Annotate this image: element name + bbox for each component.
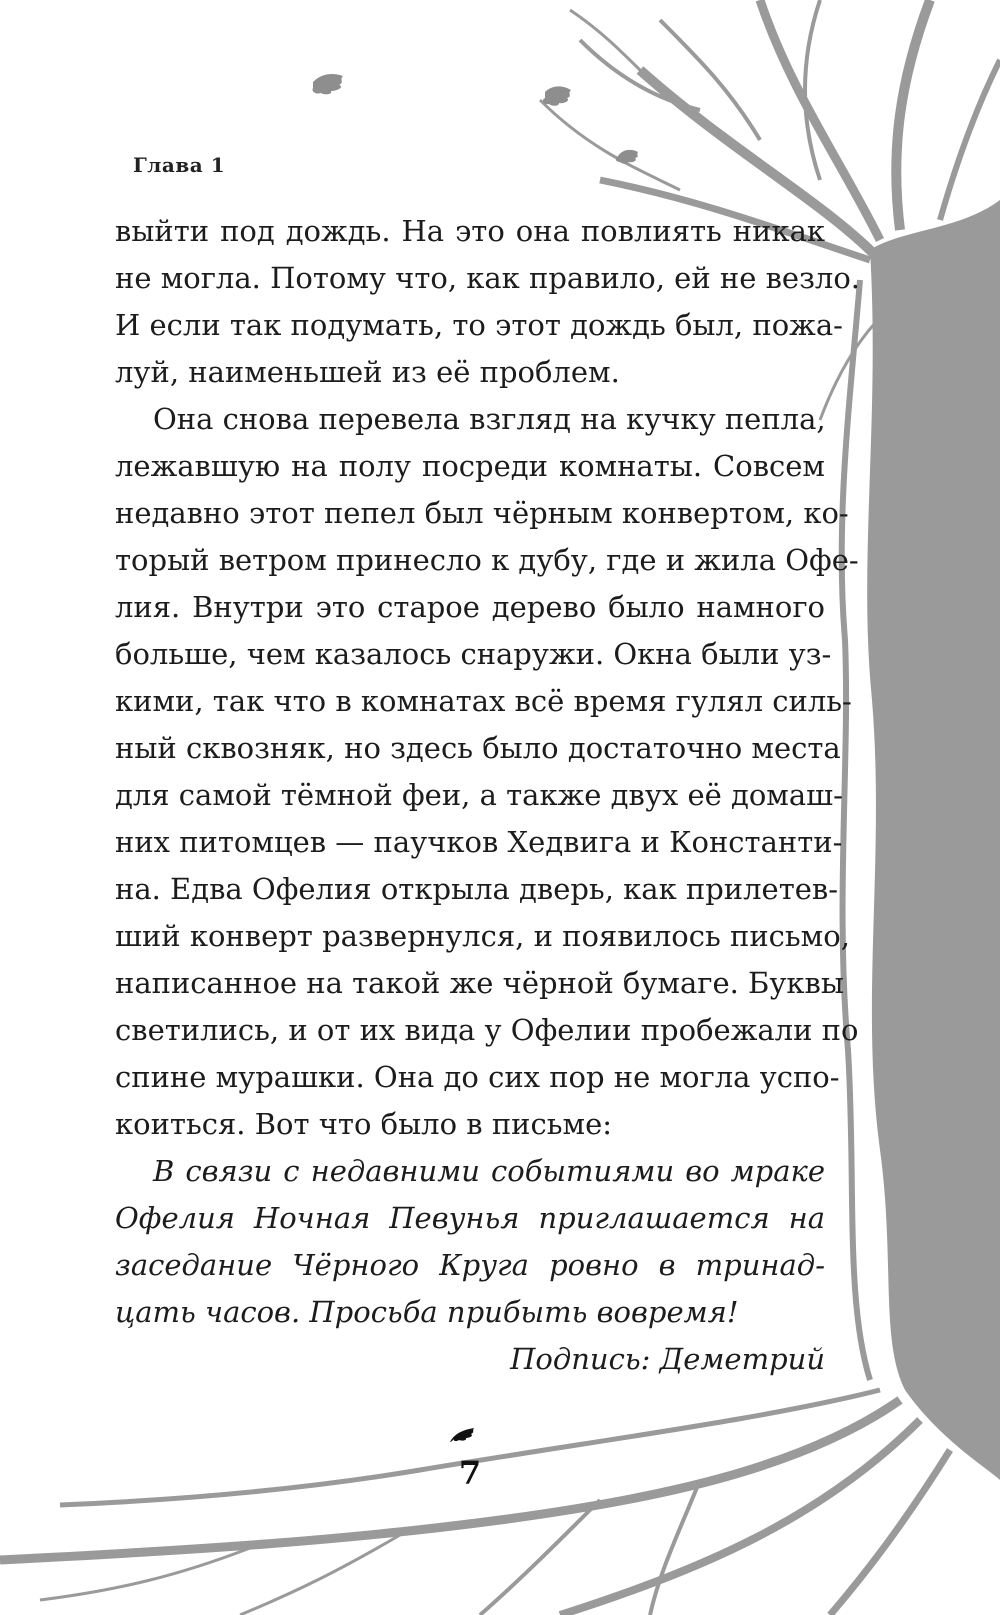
text-line: светились, и от их вида у Офелии пробежали по	[115, 1013, 859, 1047]
text-line: больше, чем казалось снаружи. Окна были уз-	[115, 637, 832, 671]
text-line: не могла. Потому что, как правило, ей не везло.	[115, 261, 861, 295]
text-line: заседание Чёрного Круга ровно в тринад-	[115, 1248, 825, 1282]
letter-signature: Подпись: Деметрий	[510, 1342, 825, 1376]
text-line: коиться. Вот что было в письме:	[115, 1107, 613, 1141]
text-line: них питомцев — паучков Хедвига и Константи-	[115, 825, 843, 859]
oak-leaf-icon	[448, 1426, 476, 1446]
text-line: ший конверт развернулся, и появилось письмо,	[115, 919, 850, 953]
text-line: ный сквозняк, но здесь было достаточно места	[115, 731, 841, 765]
text-line: для самой тёмной феи, а также двух её домаш-	[115, 778, 843, 812]
oak-leaf-icon	[312, 74, 638, 164]
text-line: кими, так что в комнатах всё время гулял силь-	[115, 684, 852, 718]
text-line: недавно этот пепел был чёрным конвертом, ко-	[115, 496, 849, 530]
text-line: Офелия Ночная Певунья приглашается на	[115, 1201, 825, 1235]
text-line: написанное на такой же чёрной бумаге. Буквы	[115, 966, 844, 1000]
text-line: лежавшую на полу посреди комнаты. Совсем	[115, 449, 825, 483]
text-line: лия. Внутри это старое дерево было намного	[115, 590, 825, 624]
text-line: выйти под дождь. На это она повлиять никак	[115, 214, 825, 248]
page-number: 7	[458, 1454, 482, 1492]
letter-quote	[115, 1148, 825, 1383]
text-line: И если так подумать, то этот дождь был, пожа-	[115, 308, 843, 342]
text-line: на. Едва Офелия открыла дверь, как прилетев-	[115, 872, 839, 906]
body-text	[115, 208, 861, 1383]
paragraph	[115, 396, 859, 1148]
text-line: спине мурашки. Она до сих пор не могла успо-	[115, 1060, 840, 1094]
chapter-header: Глава 1	[133, 153, 226, 177]
text-line: В связи с недавними событиями во мраке	[153, 1154, 825, 1188]
text-line: Она снова перевела взгляд на кучку пепла,	[153, 402, 826, 436]
text-line: цать часов. Просьба прибыть вовремя!	[115, 1295, 739, 1329]
text-line: торый ветром принесло к дубу, где и жила Офе-	[115, 543, 859, 577]
text-line: луй, наименьшей из её проблем.	[115, 355, 620, 389]
paragraph	[115, 208, 861, 396]
